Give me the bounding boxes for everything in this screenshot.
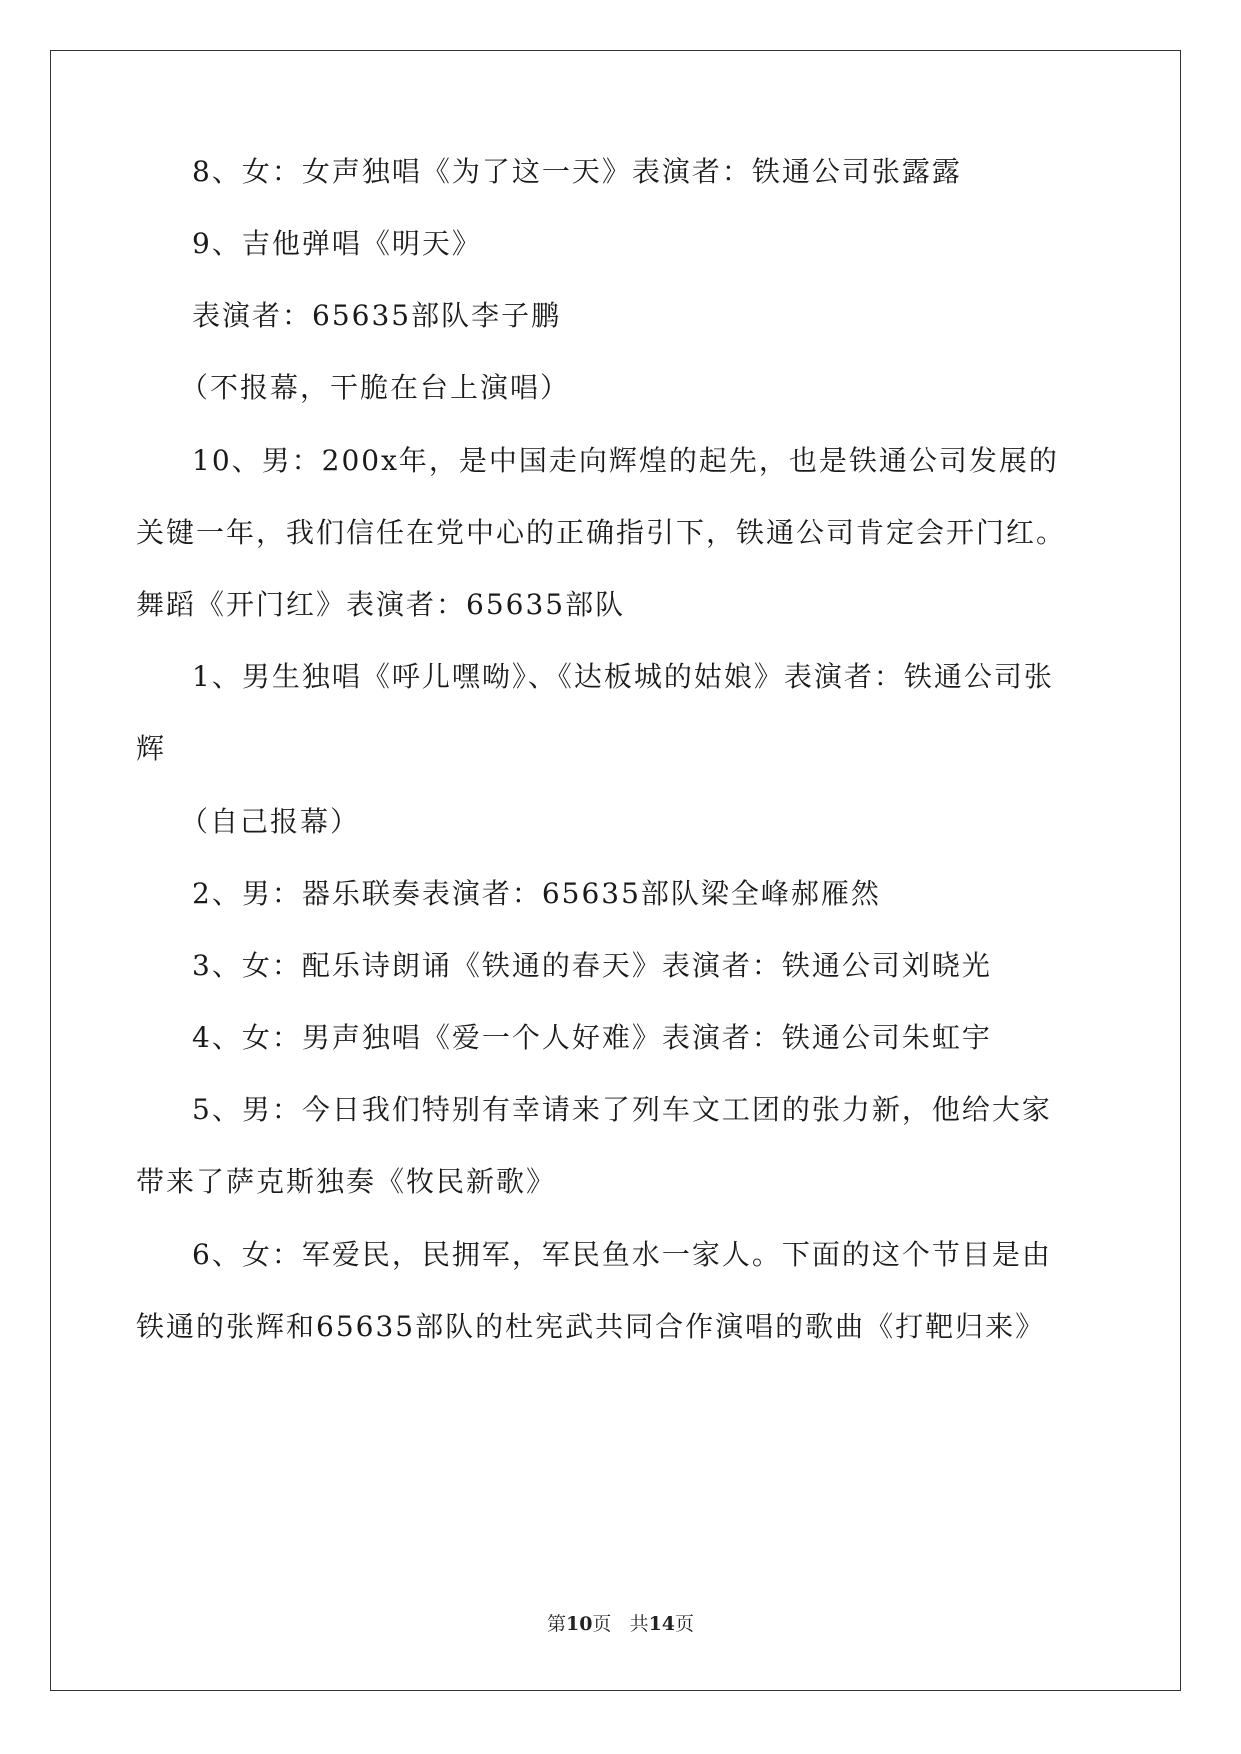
paragraph-line-11: 2、男：器乐联奏表演者：65635部队梁全峰郝雁然 [192, 877, 881, 910]
paragraph-line-4: （不报幕，干脆在台上演唱） [180, 371, 571, 404]
total-prefix: 共 [629, 1613, 649, 1635]
paragraph-line-16: 6、女：军爱民，民拥军，军民鱼水一家人。下面的这个节目是由 [192, 1238, 1052, 1271]
paragraph-line-8: 1、男生独唱《呼儿嘿呦》、《达板城的姑娘》表演者：铁通公司张 [192, 660, 1054, 693]
paragraph-line-17: 铁通的张辉和65635部队的杜宪武共同合作演唱的歌曲《打靶归来》 [136, 1310, 1046, 1343]
paragraph-line-6: 关键一年，我们信任在党中心的正确指引下，铁通公司肯定会开门红。 [136, 516, 1067, 549]
paragraph-line-3: 表演者：65635部队李子鹏 [192, 299, 562, 332]
paragraph-line-7: 舞蹈《开门红》表演者：65635部队 [136, 588, 626, 621]
paragraph-line-13: 4、女：男声独唱《爱一个人好难》表演者：铁通公司朱虹宇 [192, 1021, 992, 1054]
page-number: 10 [565, 1613, 593, 1635]
paragraph-line-2: 9、吉他弹唱《明天》 [192, 227, 482, 260]
paragraph-line-14: 5、男：今日我们特别有幸请来了列车文工团的张力新，他给大家 [192, 1093, 1052, 1126]
paragraph-line-15: 带来了萨克斯独奏《牧民新歌》 [136, 1165, 557, 1198]
paragraph-line-12: 3、女：配乐诗朗诵《铁通的春天》表演者：铁通公司刘晓光 [192, 949, 992, 982]
page-prefix: 第 [546, 1613, 566, 1635]
paragraph-line-10: （自己报幕） [180, 805, 361, 838]
paragraph-line-5: 10、男：200x年，是中国走向辉煌的起先，也是铁通公司发展的 [192, 444, 1059, 477]
total-suffix: 页 [675, 1613, 695, 1635]
paragraph-line-1: 8、女：女声独唱《为了这一天》表演者：铁通公司张露露 [192, 155, 962, 188]
page-suffix: 页 [592, 1613, 612, 1635]
page-footer [0, 1612, 1241, 1636]
total-pages: 14 [648, 1613, 676, 1635]
paragraph-line-9: 辉 [136, 732, 167, 765]
